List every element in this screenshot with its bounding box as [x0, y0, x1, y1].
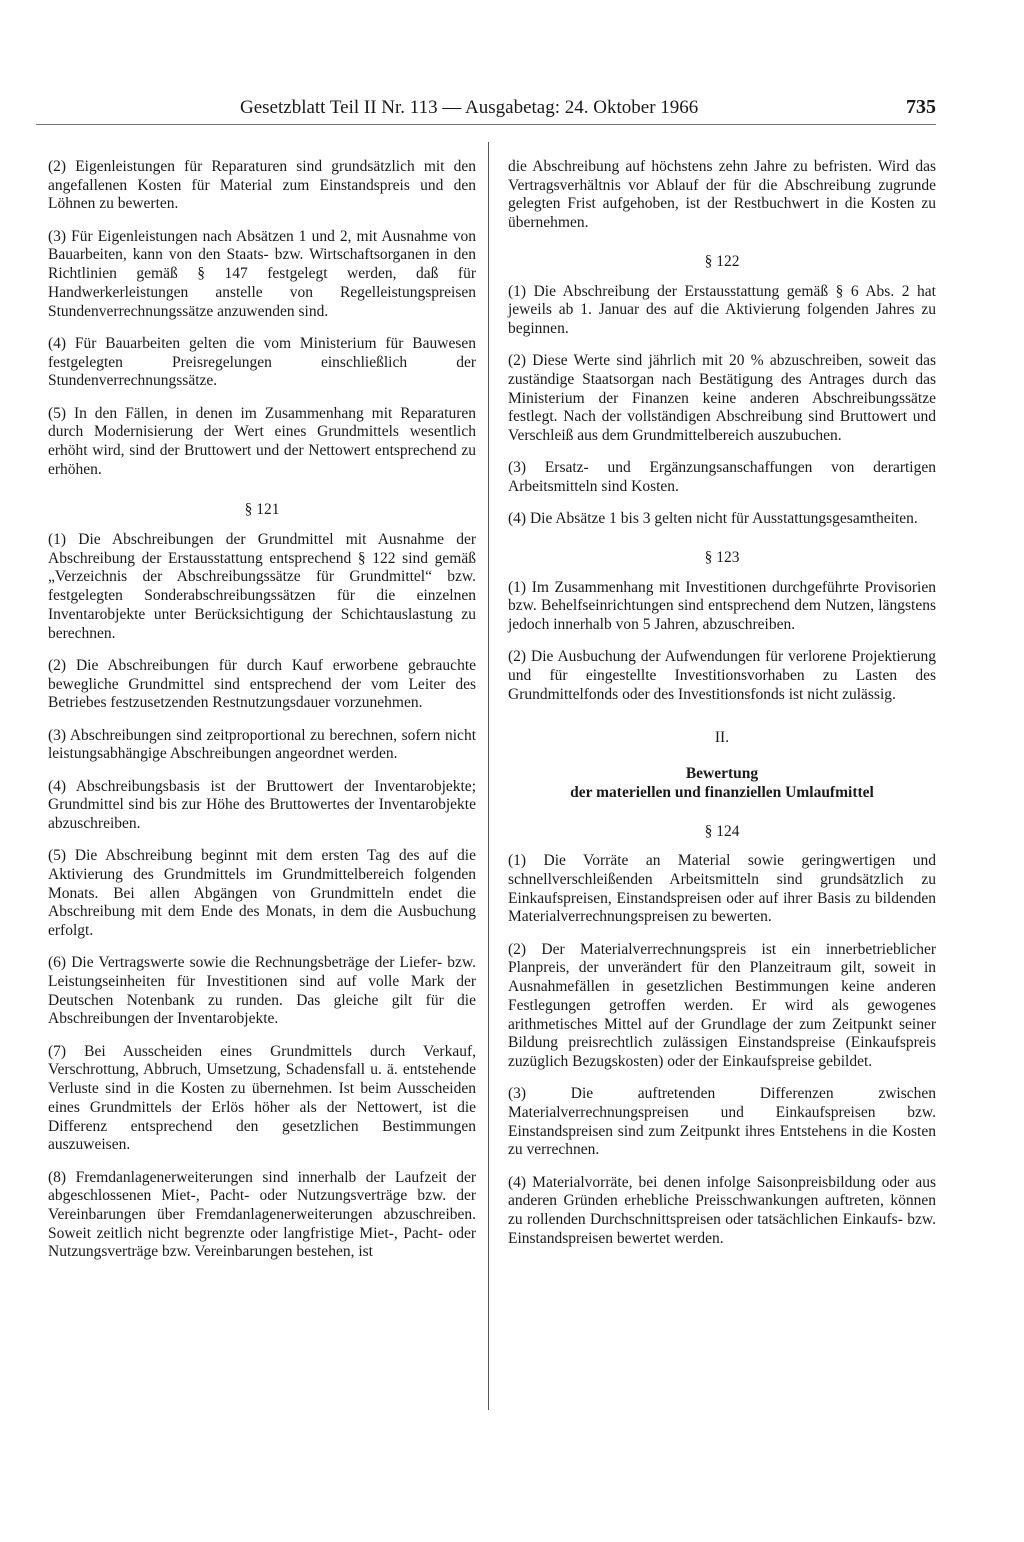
paragraph: (2) Die Ausbuchung der Aufwendungen für verlorene Projektierung und für eingestellte Investitionsvorhaben zu Lasten des Grundmittelfonds oder des Investitionsfonds ist nicht zulässig. — [508, 648, 936, 703]
header-title: Gesetzblatt Teil II Nr. 113 — Ausgabetag: 24. Oktober 1966 — [240, 97, 699, 118]
paragraph: (4) Abschreibungsbasis ist der Bruttowert der Inventarobjekte; Grundmittel sind bis zur Höhe des Bruttowertes der Inventarobjekte abzuschreiben. — [48, 777, 476, 832]
column-divider — [488, 142, 489, 1410]
paragraph: (1) Die Vorräte an Material sowie geringwertigen und schnellverschleißenden Arbeitsmitteln sind grundsätzlich zu Einkaufspreisen, Einstandspreisen oder auf ihrer Basis zu bildenden Materialverrechnungspreisen zu bewerten. — [508, 852, 936, 926]
section-heading-124: § 124 — [704, 822, 740, 840]
right-column — [508, 158, 936, 1262]
page-number: 735 — [906, 96, 936, 118]
paragraph: (2) Die Abschreibungen für durch Kauf erworbene gebrauchte bewegliche Grundmittel sind entsprechend der vom Leiter des Betriebes festzusetzenden Restnutzungsdauer vorzunehmen. — [48, 656, 476, 712]
section-heading-123: § 123 — [704, 549, 740, 567]
paragraph-continuation: die Abschreibung auf höchstens zehn Jahre zu befristen. Wird das Vertragsverhältnis vor Ablauf der für die Abschreibung zugrunde gelegten Frist aufgehoben, ist der Restbuchwert in die Kosten zu übernehmen. — [508, 158, 936, 232]
paragraph: (2) Eigenleistungen für Reparaturen sind grundsätzlich mit den angefallenen Kosten für Material zum Einstandspreis und den Löhnen zu bewerten. — [48, 158, 476, 213]
paragraph: (3) Abschreibungen sind zeitproportional zu berechnen, sofern nicht leistungsabhängige Abschreibungen angeordnet werden. — [48, 726, 476, 763]
section-heading-121: § 121 — [244, 501, 280, 519]
paragraph: (2) Der Materialverrechnungspreis ist ein innerbetrieblicher Planpreis, der unverändert für den Planzeitraum gilt, soweit in Ausnahmefällen in gesetzlichen Bestimmungen keine anderen Festlegungen getroffen werden. Er wird als gewogenes arithmetisches Mittel auf der Grundlage der zum Zeitpunkt seiner Bildung preisrechtlich zulässigen Einstandspreise (Einkaufspreis zuzüglich Bezugskosten) oder der Einkaufspreise gebildet. — [508, 940, 936, 1070]
paragraph: (1) Im Zusammenhang mit Investitionen durchgeführte Provisorien bzw. Behelfseinrichtungen sind entsprechend dem Nutzen, längstens jedoch innerhalb von 5 Jahren, abzuschreiben. — [508, 578, 936, 634]
part-heading-line-2: der materiellen und finanziellen Umlaufmittel — [570, 783, 874, 801]
paragraph: (6) Die Vertragswerte sowie die Rechnungsbeträge der Liefer- bzw. Leistungseinheiten für Investitionen sind auf volle Mark der Deutschen Notenbank zu runden. Das gleiche gilt für die Abschreibungen der Inventarobjekte. — [48, 954, 476, 1028]
page-header — [40, 96, 936, 119]
part-numeral: II. — [714, 728, 730, 746]
paragraph: (8) Fremdanlagenerweiterungen sind innerhalb der Laufzeit der abgeschlossenen Miet-, Pacht- oder Nutzungsverträge bzw. der Vereinbarungen über Fremdanlagenerweiterungen abzuschreiben. Soweit zeitlich nicht begrenzte oder langfristige Miet-, Pacht- oder Nutzungsverträge bzw. Vereinbarungen bestehen, ist — [48, 1168, 476, 1261]
paragraph: (7) Bei Ausscheiden eines Grundmittels durch Verkauf, Verschrottung, Abbruch, Umsetzung, Schadensfall u. ä. entstehende Verluste sind in die Kosten zu übernehmen. Ist beim Ausscheiden eines Grundmittels der Erlös höher als der Nettowert, ist die Differenz entsprechend den gesetzlichen Bestimmungen auszuweisen. — [48, 1042, 476, 1154]
paragraph: (4) Materialvorräte, bei denen infolge Saisonpreisbildung oder aus anderen Gründen erhebliche Preisschwankungen auftreten, können zu rollenden Durchschnittspreisen oder tatsächlichen Einkaufs- bzw. Einstandspreisen bewertet werden. — [508, 1173, 936, 1247]
paragraph: (4) Die Absätze 1 bis 3 gelten nicht für Ausstattungsgesamtheiten. — [508, 510, 918, 528]
left-column — [48, 158, 476, 1276]
part-heading-line-1: Bewertung — [685, 765, 759, 783]
paragraph: (3) Für Eigenleistungen nach Absätzen 1 und 2, mit Ausnahme von Bauarbeiten, kann von den Staats- bzw. Wirtschaftsorganen in den Richtlinien gemäß § 147 festgelegt werden, daß für Handwerkerleistungen anstelle von Regelleistungspreisen Stundenverrechnungssätze anzuwenden sind. — [48, 227, 476, 320]
paragraph: (5) Die Abschreibung beginnt mit dem ersten Tag des auf die Aktivierung des Grundmittels im Grundmittelbereich folgenden Monats. Bei allen Abgängen von Grundmitteln endet die Abschreibung mit dem Ende des Monats, in dem die Ausbuchung erfolgt. — [48, 847, 476, 940]
paragraph: (2) Diese Werte sind jährlich mit 20 % abzuschreiben, soweit das zuständige Staatsorgan nach Bestätigung des Antrages durch das Ministerium der Finanzen keine anderen Abschreibungssätze festlegt. Nach der vollständigen Abschreibung sind Bruttowert und Verschleiß aus dem Grundmittelbereich auszubuchen. — [508, 352, 936, 445]
section-heading-122: § 122 — [704, 252, 740, 270]
paragraph: (3) Die auftretenden Differenzen zwischen Materialverrechnungspreisen und Einkaufspreisen bzw. Einstandspreisen sind zum Zeitpunkt ihres Entstehens in die Kosten zu verrechnen. — [508, 1085, 936, 1159]
paragraph: (3) Ersatz- und Ergänzungsanschaffungen von derartigen Arbeitsmitteln sind Kosten. — [508, 459, 936, 496]
paragraph: (5) In den Fällen, in denen im Zusammenhang mit Reparaturen durch Modernisierung der Wert eines Grundmittels wesentlich erhöht wird, sind der Bruttowert und der Nettowert entsprechend zu erhöhen. — [48, 404, 476, 478]
part-heading — [508, 765, 936, 802]
paragraph: (1) Die Abschreibung der Erstausstattung gemäß § 6 Abs. 2 hat jeweils ab 1. Januar des auf die Aktivierung folgenden Jahres zu beginnen. — [508, 282, 936, 337]
header-rule — [36, 124, 936, 125]
paragraph: (1) Die Abschreibungen der Grundmittel mit Ausnahme der Abschreibung der Erstausstattung entsprechend § 122 sind gemäß „Verzeichnis der Abschreibungssätze für Grundmittel“ bzw. festgelegten Sonderabschreibungssätzen für die einzelnen Inventarobjekte unter Berücksichtigung der Schichtauslastung zu berechnen. — [48, 531, 476, 642]
paragraph: (4) Für Bauarbeiten gelten die vom Ministerium für Bauwesen festgelegten Preisregelungen einschließlich der Stundenverrechnungssätze. — [48, 334, 476, 390]
